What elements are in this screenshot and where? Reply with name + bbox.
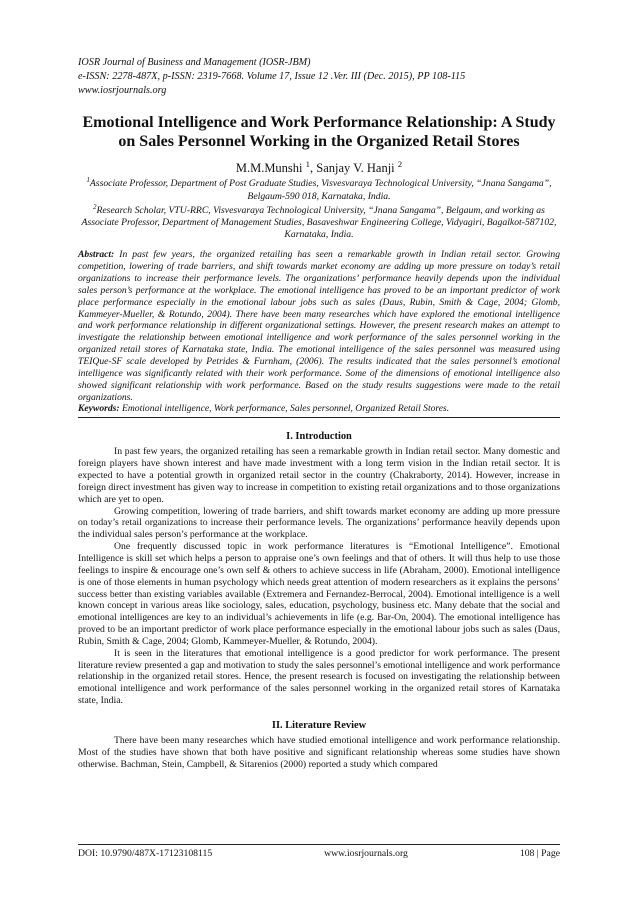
- journal-header: [78, 56, 560, 97]
- footer-doi: DOI: 10.9790/487X-17123108115: [78, 848, 213, 859]
- keywords-text: Emotional intelligence, Work performance, Sales personnel, Organized Retail Stores.: [121, 403, 450, 415]
- abstract: [78, 249, 560, 403]
- affiliation-2: [78, 205, 560, 242]
- affiliation-2-sup: 2: [93, 203, 97, 211]
- journal-issn: e-ISSN: 2278-487X, p-ISSN: 2319-7668. Volume 17, Issue 12 .Ver. III (Dec. 2015), PP 108-115: [78, 70, 466, 82]
- author-1-sup: 1: [305, 159, 311, 170]
- section-introduction: [78, 430, 560, 707]
- paragraph: In past few years, the organized retailing has seen a remarkable growth in Indian retail sector. Many domestic and foreign players have shown interest and have made investment with a long term vision in the Indian retail sector. It is expected to have a potential growth in organized retail sector in the country (Chakraborty, 2014). However, increase in foreign direct investment has given way to increase in competition to existing retail organizations and to those organizations which are yet to open.: [78, 446, 560, 505]
- author-separator: ,: [310, 161, 317, 176]
- abstract-label: Abstract:: [78, 249, 115, 261]
- affiliation-1-sup: 1: [86, 177, 90, 185]
- paragraph: One frequently discussed topic in work performance literatures is “Emotional Intelligence”. Emotional Intelligence is skill set which helps a person to appraise one’s own feelings and that of others. It will thus help to use those feelings to inspire & encourage one’s own self & others to achieve success in life (Abraham, 2000). Emotional intelligence is one of those elements in human psychology which needs great attention of modern researchers as it explains the persons’ success better than existing variables available (Extremera and Fernandez-Berrocal, 2004). Emotional intelligence is a well known concept in various areas like sociology, sales, education, psychology, business etc. Many debate that the social and emotional intelligences are key to an individual’s achievements in life (e.g. Bar-On, 2004). The emotional intelligence has proved to be an important predictor of work place performance especially in the emotional labour jobs such as sales (Daus, Rubin, Smith & Cage, 2004; Glomb, Kammeyer-Mueller, & Rotundo, 2004).: [78, 541, 560, 647]
- section-heading: I. Introduction: [286, 431, 352, 443]
- author-1: M.M.Munshi: [235, 161, 303, 176]
- keywords: [78, 403, 560, 418]
- paragraph: Growing competition, lowering of trade barriers, and shift towards market economy are adding up more pressure on today’s retail organizations to increase their performance levels. The organizations’ performance heavily depends upon the individual sales person’s performance at the workplace.: [78, 505, 560, 541]
- affiliation-1: [78, 178, 560, 202]
- section-heading: II. Literature Review: [271, 719, 367, 731]
- footer-url[interactable]: www.iosrjournals.org: [324, 848, 408, 859]
- paragraph: It is seen in the literatures that emotional intelligence is a good predictor for work performance. The present literature review presented a gap and motivation to study the sales personnel’s emotional intelligence and work performance relationship in the organized retail stores. Hence, the present research is focused on investigating the relationship between emotional intelligence and work performance of the sales personnel working in the organized retail stores of Karnataka state, India.: [78, 647, 560, 707]
- author-2: Sanjay V. Hanji: [316, 161, 395, 176]
- journal-name: IOSR Journal of Business and Management (IOSR-JBM): [78, 57, 311, 68]
- affiliation-1-text: Associate Professor, Department of Post Graduate Studies, Visvesvaraya Technological University, “Jnana Sangama”, Belgaum-590 018, Karnataka, India.: [89, 178, 552, 202]
- author-line: [78, 161, 560, 176]
- page-footer: [78, 844, 560, 859]
- abstract-text: In past few years, the organized retailing has seen a remarkable growth in Indian retail sector. Growing competition, lowering of trade barriers, and shift towards market economy are adding up more pressure on today’s retail organizations to increase their performance levels. The organizations’ performance heavily depends upon the individual sales person’s performance at the workplace. The emotional intelligence has proved to be an important predictor of work place performance especially in the emotional labour jobs such as sales (Daus, Rubin, Smith & Cage, 2004; Glomb, Kammeyer-Mueller, & Rotundo, 2004). There have been many researches which have explored the emotional intelligence and work performance relationship in different organizational settings. However, the present research makes an attempt to investigate the relationship between emotional intelligence and work performance of the sales personnel working in the organized retail stores of Karnataka state, India. The emotional intelligence of the sales personnel was measured using TEIQue-SF scale developed by Petrides & Furnham, (2006). The results indicated that the sales personnel’s emotional intelligence was significantly related with their work performance. Some of the dimensions of emotional intelligence also showed significant relationship with work performance. Based on the study results suggestions were made to the retail organizations.: [78, 249, 560, 403]
- section-literature-review: [78, 719, 560, 771]
- footer-page-number: 108 | Page: [519, 848, 560, 859]
- journal-url[interactable]: www.iosrjournals.org: [78, 84, 167, 96]
- affiliation-2-text: Research Scholar, VTU-RRC, Visvesvaraya Technological University, “Jnana Sangama”, Belgaum, and working as Associate Professor, Department of Management Studies, Basaveshwar Engineering College, Vidyagiri, Bagalkot-587102, Karnataka, India.: [81, 204, 557, 241]
- author-2-sup: 2: [397, 159, 403, 170]
- paper-title: Emotional Intelligence and Work Performance Relationship: A Study on Sales Personnel Working in the Organized Retail Stores: [82, 114, 556, 151]
- keywords-label: Keywords:: [78, 403, 120, 415]
- paragraph: There have been many researches which have studied emotional intelligence and work performance relationship. Most of the studies have shown that both have positive and significant relationship whereas some studies have shown otherwise. Bachman, Stein, Campbell, & Sitarenios (2000) reported a study which compared: [78, 734, 560, 770]
- page-content: [78, 56, 560, 770]
